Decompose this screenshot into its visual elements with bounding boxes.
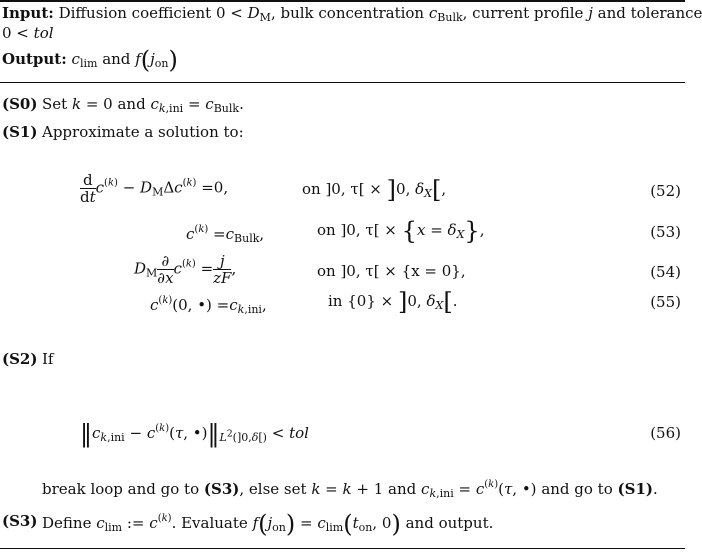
eq53-number: (53) (650, 223, 681, 241)
s3-label: (S3) (2, 512, 38, 530)
eq55-number: (55) (650, 293, 681, 311)
eq55-domain: in {0} × ]0, $\delta_X$[. (328, 288, 458, 316)
eq56-number: (56) (650, 424, 681, 442)
eq53-lhs: $c^{(k)} =c_{Bulk}$, (186, 224, 265, 245)
eq53-domain: on ]0, $\tau[ \times \{x = \delta_X\}$, (317, 217, 485, 245)
eq54-domain: on ]0, τ[ × {x = 0}, (317, 262, 466, 280)
eq55-lhs: $c^{(k)}(0$, •) $=c_{k,ini}$, (150, 295, 267, 316)
step-s2 (2, 350, 37, 368)
step-s1 (2, 123, 37, 141)
eq52-lhs: $\frac{d}{dt}$ $c^{(k)} - D_M\Delta c^{(k)} =0$, (80, 171, 229, 206)
step-s3 (2, 512, 37, 530)
input-label: Input: (2, 4, 54, 22)
input-text-5: 0 < (2, 24, 29, 42)
output-label: Output: (2, 50, 67, 68)
header-rule (0, 82, 685, 83)
eq56-lhs: $‖c_{k,ini} - c^{(k)}(\tau$, $•)‖_{L^2(]0,\delta[)}$ < tol (80, 420, 309, 448)
output-line: Output: $c_{lim}$ and $f(j_{on})$ (2, 46, 178, 74)
eq54-number: (54) (650, 263, 681, 281)
step-s0 (2, 95, 37, 113)
top-rule (0, 0, 685, 2)
output-and: and (102, 50, 131, 68)
s2-text: If (42, 350, 54, 368)
s3-text: Define $c_{lim}$ := $c^{(k)}$. Evaluate $f(j_{on}) = c_{lim}(t_{on}$, 0) and output. (42, 510, 494, 538)
s1-label: (S1) (2, 123, 38, 141)
eq52-number: (52) (650, 182, 681, 200)
input-text-2: , bulk concentration (270, 4, 425, 22)
s0-text: Set k = 0 and $c_{k,ini} = c_{Bulk}$. (42, 95, 244, 115)
input-text-4: and tolerance (597, 4, 702, 22)
s2-label: (S2) (2, 350, 38, 368)
tol-symbol: tol (33, 24, 54, 42)
input-text-1: Diffusion coefficient 0 < (58, 4, 243, 22)
input-text-3: , current profile (462, 4, 584, 22)
s0-label: (S0) (2, 95, 38, 113)
s1-text: Approximate a solution to: (42, 123, 244, 141)
input-line: Input: Diffusion coefficient $0 < D_M$, bulk concentration $c_{Bulk}$, current profile j and tolerance (2, 4, 702, 24)
eq52-domain: on ]0, τ[ × ]0, $\delta_X$[, (302, 176, 447, 204)
eq54-lhs: $D_M$ $\frac{\partial}{\partial x}$ $c^{(k)}$ = $\frac{j}{zF}$ , (134, 252, 237, 287)
s2-break-line: break loop and go to (S3), else set k = k + 1 and $c_{k,ini} = c^{(k)}(\tau$, •) and go to (S1). (42, 479, 658, 500)
bottom-rule (0, 548, 685, 549)
input-line-2 (2, 24, 54, 42)
